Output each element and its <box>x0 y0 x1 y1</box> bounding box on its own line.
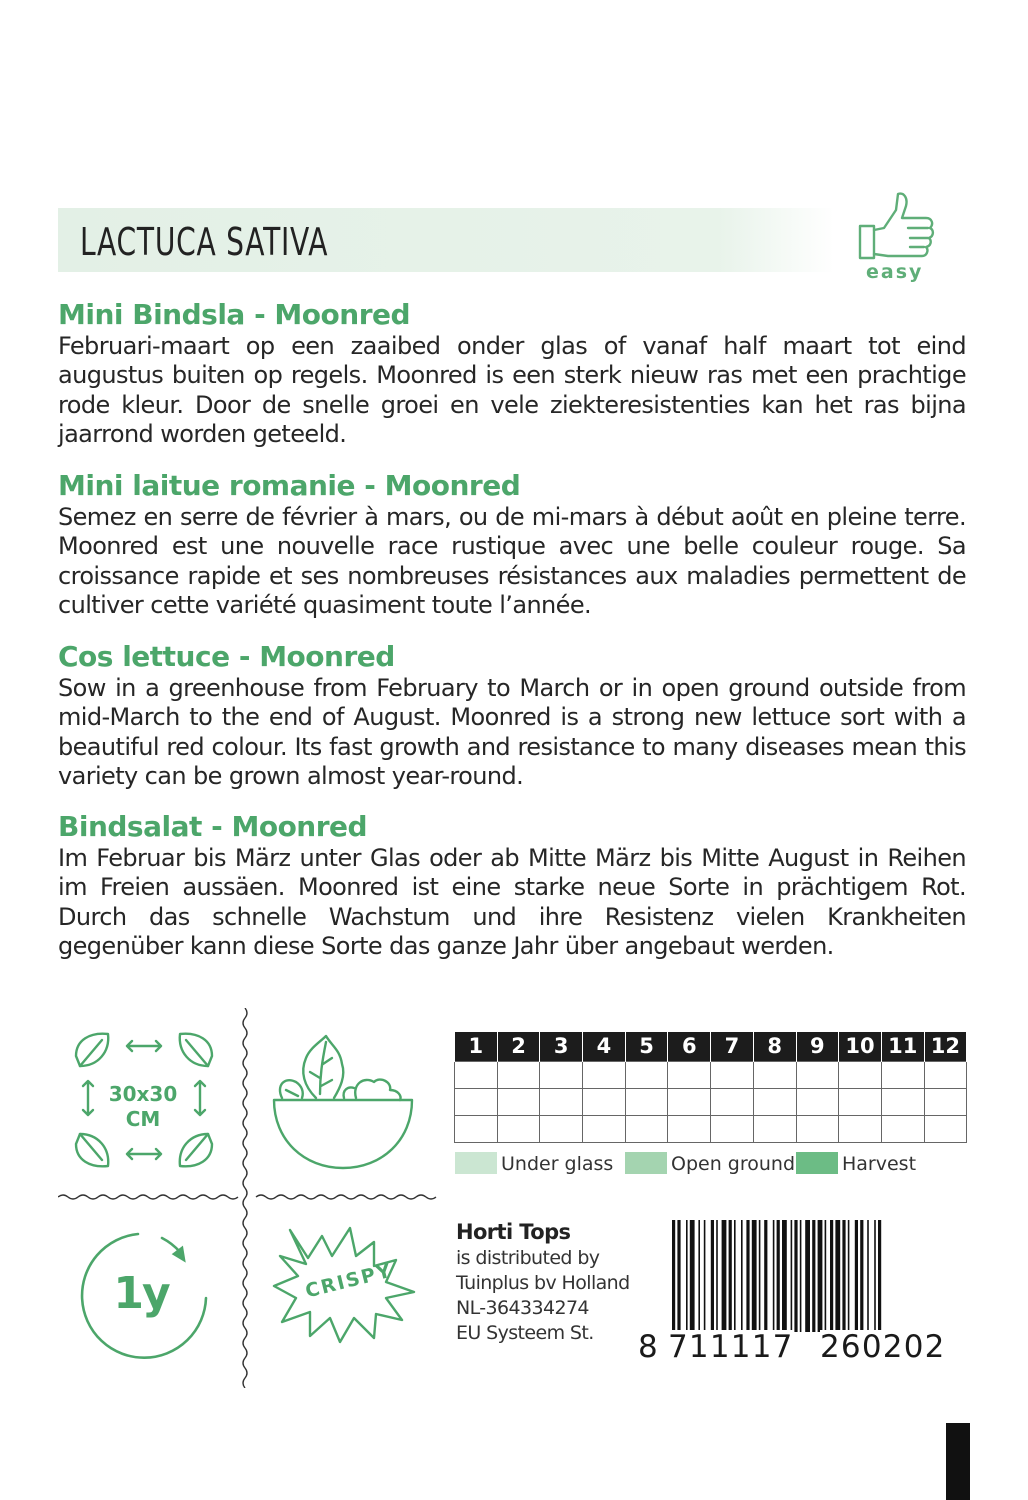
species-title: LACTUCA SATIVA <box>80 220 329 264</box>
section-text: Sow in a greenhouse from February to March or in open ground outside from mid-March to the end of August. Moonred is a strong new lettuce sort with a beautiful red colour. Its fast growth and resistance to many diseases mean this variety can be grown almost year-round. <box>58 674 966 790</box>
month-label: 6 <box>668 1032 711 1061</box>
section-text: Im Februar bis März unter Glas oder ab Mitte März bis Mitte August in Reihen im Freien aussäen. Moonred ist eine starke neue Sorte in prächtigem Rot. Durch das schnelle Wachstum und ihre Resistenz vielen Krankheiten gegenüber kann diese Sorte das ganze Jahr über angebaut werden. <box>58 844 966 960</box>
calendar-cell <box>668 1088 711 1115</box>
spacing-label <box>100 1082 186 1132</box>
legend-label-under-glass: Under glass <box>501 1153 614 1175</box>
calendar-cell <box>924 1088 967 1115</box>
calendar-cell <box>497 1061 540 1088</box>
barcode-bar <box>818 1220 823 1332</box>
calendar-cell <box>455 1088 498 1115</box>
calendar-cell <box>540 1115 583 1142</box>
calendar-cell <box>497 1115 540 1142</box>
barcode-bar <box>842 1220 845 1332</box>
distributor-line: NL-364334274 <box>456 1297 589 1319</box>
calendar-row-open-ground <box>455 1088 967 1115</box>
barcode-bar <box>830 1220 833 1332</box>
calendar-cell <box>753 1088 796 1115</box>
month-label: 4 <box>583 1032 626 1061</box>
edge-strip <box>946 1423 970 1500</box>
month-label: 12 <box>924 1032 967 1061</box>
section-text: Februari-maart op een zaaibed onder glas of vanaf half maart tot eind augustus buiten op regels. Moonred is een sterk nieuw ras met een prachtige rode kleur. Door de snelle groei en vele ziekteresistenties kan het ras bijna jaarrond worden geteeld. <box>58 332 966 448</box>
barcode-bar <box>698 1220 700 1332</box>
section-heading: Mini Bindsla - Moonred <box>58 298 411 331</box>
section-french <box>58 469 966 620</box>
barcode-bar <box>686 1220 688 1332</box>
section-dutch <box>58 298 966 449</box>
calendar-cell <box>711 1088 754 1115</box>
calendar-cell <box>796 1088 839 1115</box>
month-label: 9 <box>796 1032 839 1061</box>
calendar-cell <box>753 1061 796 1088</box>
barcode-bar <box>848 1220 850 1332</box>
calendar-cell <box>924 1061 967 1088</box>
barcode-bar <box>805 1220 810 1332</box>
barcode-bar <box>734 1220 736 1332</box>
barcode-bar <box>855 1220 858 1332</box>
calendar-cell <box>497 1088 540 1115</box>
section-heading: Mini laitue romanie - Moonred <box>58 469 521 502</box>
calendar-cell <box>625 1061 668 1088</box>
barcode-bar <box>825 1220 827 1332</box>
barcode-bar <box>711 1220 714 1332</box>
barcode-bar <box>867 1220 869 1332</box>
calendar-row-harvest <box>455 1115 967 1142</box>
calendar-month-header <box>455 1032 967 1061</box>
calendar-cell <box>796 1115 839 1142</box>
calendar-cell <box>455 1061 498 1088</box>
barcode-bar <box>800 1220 802 1332</box>
barcode-bar <box>759 1220 761 1332</box>
section-heading: Bindsalat - Moonred <box>58 810 368 843</box>
easy-badge <box>852 188 942 288</box>
calendar-cell <box>583 1115 626 1142</box>
barcode-bar <box>874 1220 876 1332</box>
barcode-bar <box>764 1220 767 1332</box>
legend-label-harvest: Harvest <box>842 1153 917 1175</box>
calendar-cell <box>625 1115 668 1142</box>
legend-swatch-under-glass <box>455 1152 497 1174</box>
month-label: 1 <box>455 1032 498 1061</box>
section-german <box>58 810 966 961</box>
barcode-bar <box>716 1220 718 1332</box>
month-label: 8 <box>753 1032 796 1061</box>
section-heading: Cos lettuce - Moonred <box>58 640 395 673</box>
salad-bowl-icon <box>268 1028 418 1178</box>
barcode-bar <box>722 1220 727 1332</box>
wavy-divider-horizontal <box>58 1190 438 1204</box>
month-label: 3 <box>540 1032 583 1061</box>
spacing-dimensions: 30x30 <box>108 1082 178 1106</box>
month-label: 5 <box>625 1032 668 1061</box>
barcode-bar <box>835 1220 840 1332</box>
distributor-info <box>456 1218 656 1346</box>
calendar-cell <box>839 1061 882 1088</box>
species-title-band <box>58 208 834 272</box>
barcode-left-group: 711117 <box>668 1329 794 1365</box>
calendar-cell <box>881 1061 924 1088</box>
barcode-bar <box>812 1220 815 1332</box>
barcode-first-digit: 8 <box>638 1329 659 1365</box>
barcode-bar <box>746 1220 749 1332</box>
calendar-cell <box>668 1061 711 1088</box>
barcode-bar <box>741 1220 743 1332</box>
lifespan-icon <box>66 1220 216 1370</box>
calendar-cell <box>583 1088 626 1115</box>
easy-label: easy <box>866 261 924 283</box>
lifespan-label: 1y <box>113 1268 169 1319</box>
barcode-bar <box>791 1220 793 1332</box>
crispy-label: CRISPY <box>303 1259 395 1303</box>
calendar-cell <box>455 1115 498 1142</box>
calendar-cell <box>881 1088 924 1115</box>
brand-name: Horti Tops <box>456 1220 571 1244</box>
distributor-line: is distributed by <box>456 1247 600 1269</box>
barcode-bar <box>752 1220 757 1332</box>
calendar-cell <box>839 1115 882 1142</box>
barcode-bar <box>860 1220 863 1332</box>
barcode-bar <box>729 1220 732 1332</box>
section-english <box>58 640 966 791</box>
calendar-cell <box>540 1088 583 1115</box>
barcode-bar <box>782 1220 787 1332</box>
month-label: 10 <box>839 1032 882 1061</box>
barcode-bar <box>773 1220 775 1332</box>
calendar-cell <box>668 1115 711 1142</box>
calendar-cell <box>540 1061 583 1088</box>
barcode-bar <box>690 1220 695 1332</box>
barcode-bar <box>704 1220 706 1332</box>
calendar-cell <box>583 1061 626 1088</box>
calendar-cell <box>881 1115 924 1142</box>
barcode-right-group: 260202 <box>820 1329 946 1365</box>
calendar-cell <box>839 1088 882 1115</box>
sowing-calendar <box>454 1032 967 1143</box>
calendar-cell <box>796 1061 839 1088</box>
calendar-cell <box>625 1088 668 1115</box>
month-label: 11 <box>881 1032 924 1061</box>
section-text: Semez en serre de février à mars, ou de mi-mars à début août en pleine terre. Moonred est une nouvelle race rustique avec une belle couleur rouge. Sa croissance rapide et ses nombreuses résistances aux maladies permettent de cultiver cette variété quasiment toute l’année. <box>58 503 966 619</box>
calendar-cell <box>753 1115 796 1142</box>
spacing-unit: CM <box>125 1107 161 1131</box>
calendar-cell <box>924 1115 967 1142</box>
crispy-icon <box>270 1226 420 1346</box>
thumbs-up-icon <box>852 188 942 264</box>
legend-swatch-open-ground <box>625 1152 667 1174</box>
calendar-cell <box>711 1061 754 1088</box>
month-label: 2 <box>497 1032 540 1061</box>
distributor-line: EU Systeem St. <box>456 1322 594 1344</box>
barcode-bar <box>794 1220 797 1332</box>
distributor-line: Tuinplus bv Holland <box>456 1272 630 1294</box>
calendar-row-under-glass <box>455 1061 967 1088</box>
month-label: 7 <box>711 1032 754 1061</box>
legend-swatch-harvest <box>796 1152 838 1174</box>
legend-label-open-ground: Open ground <box>671 1153 796 1175</box>
calendar-cell <box>711 1115 754 1142</box>
